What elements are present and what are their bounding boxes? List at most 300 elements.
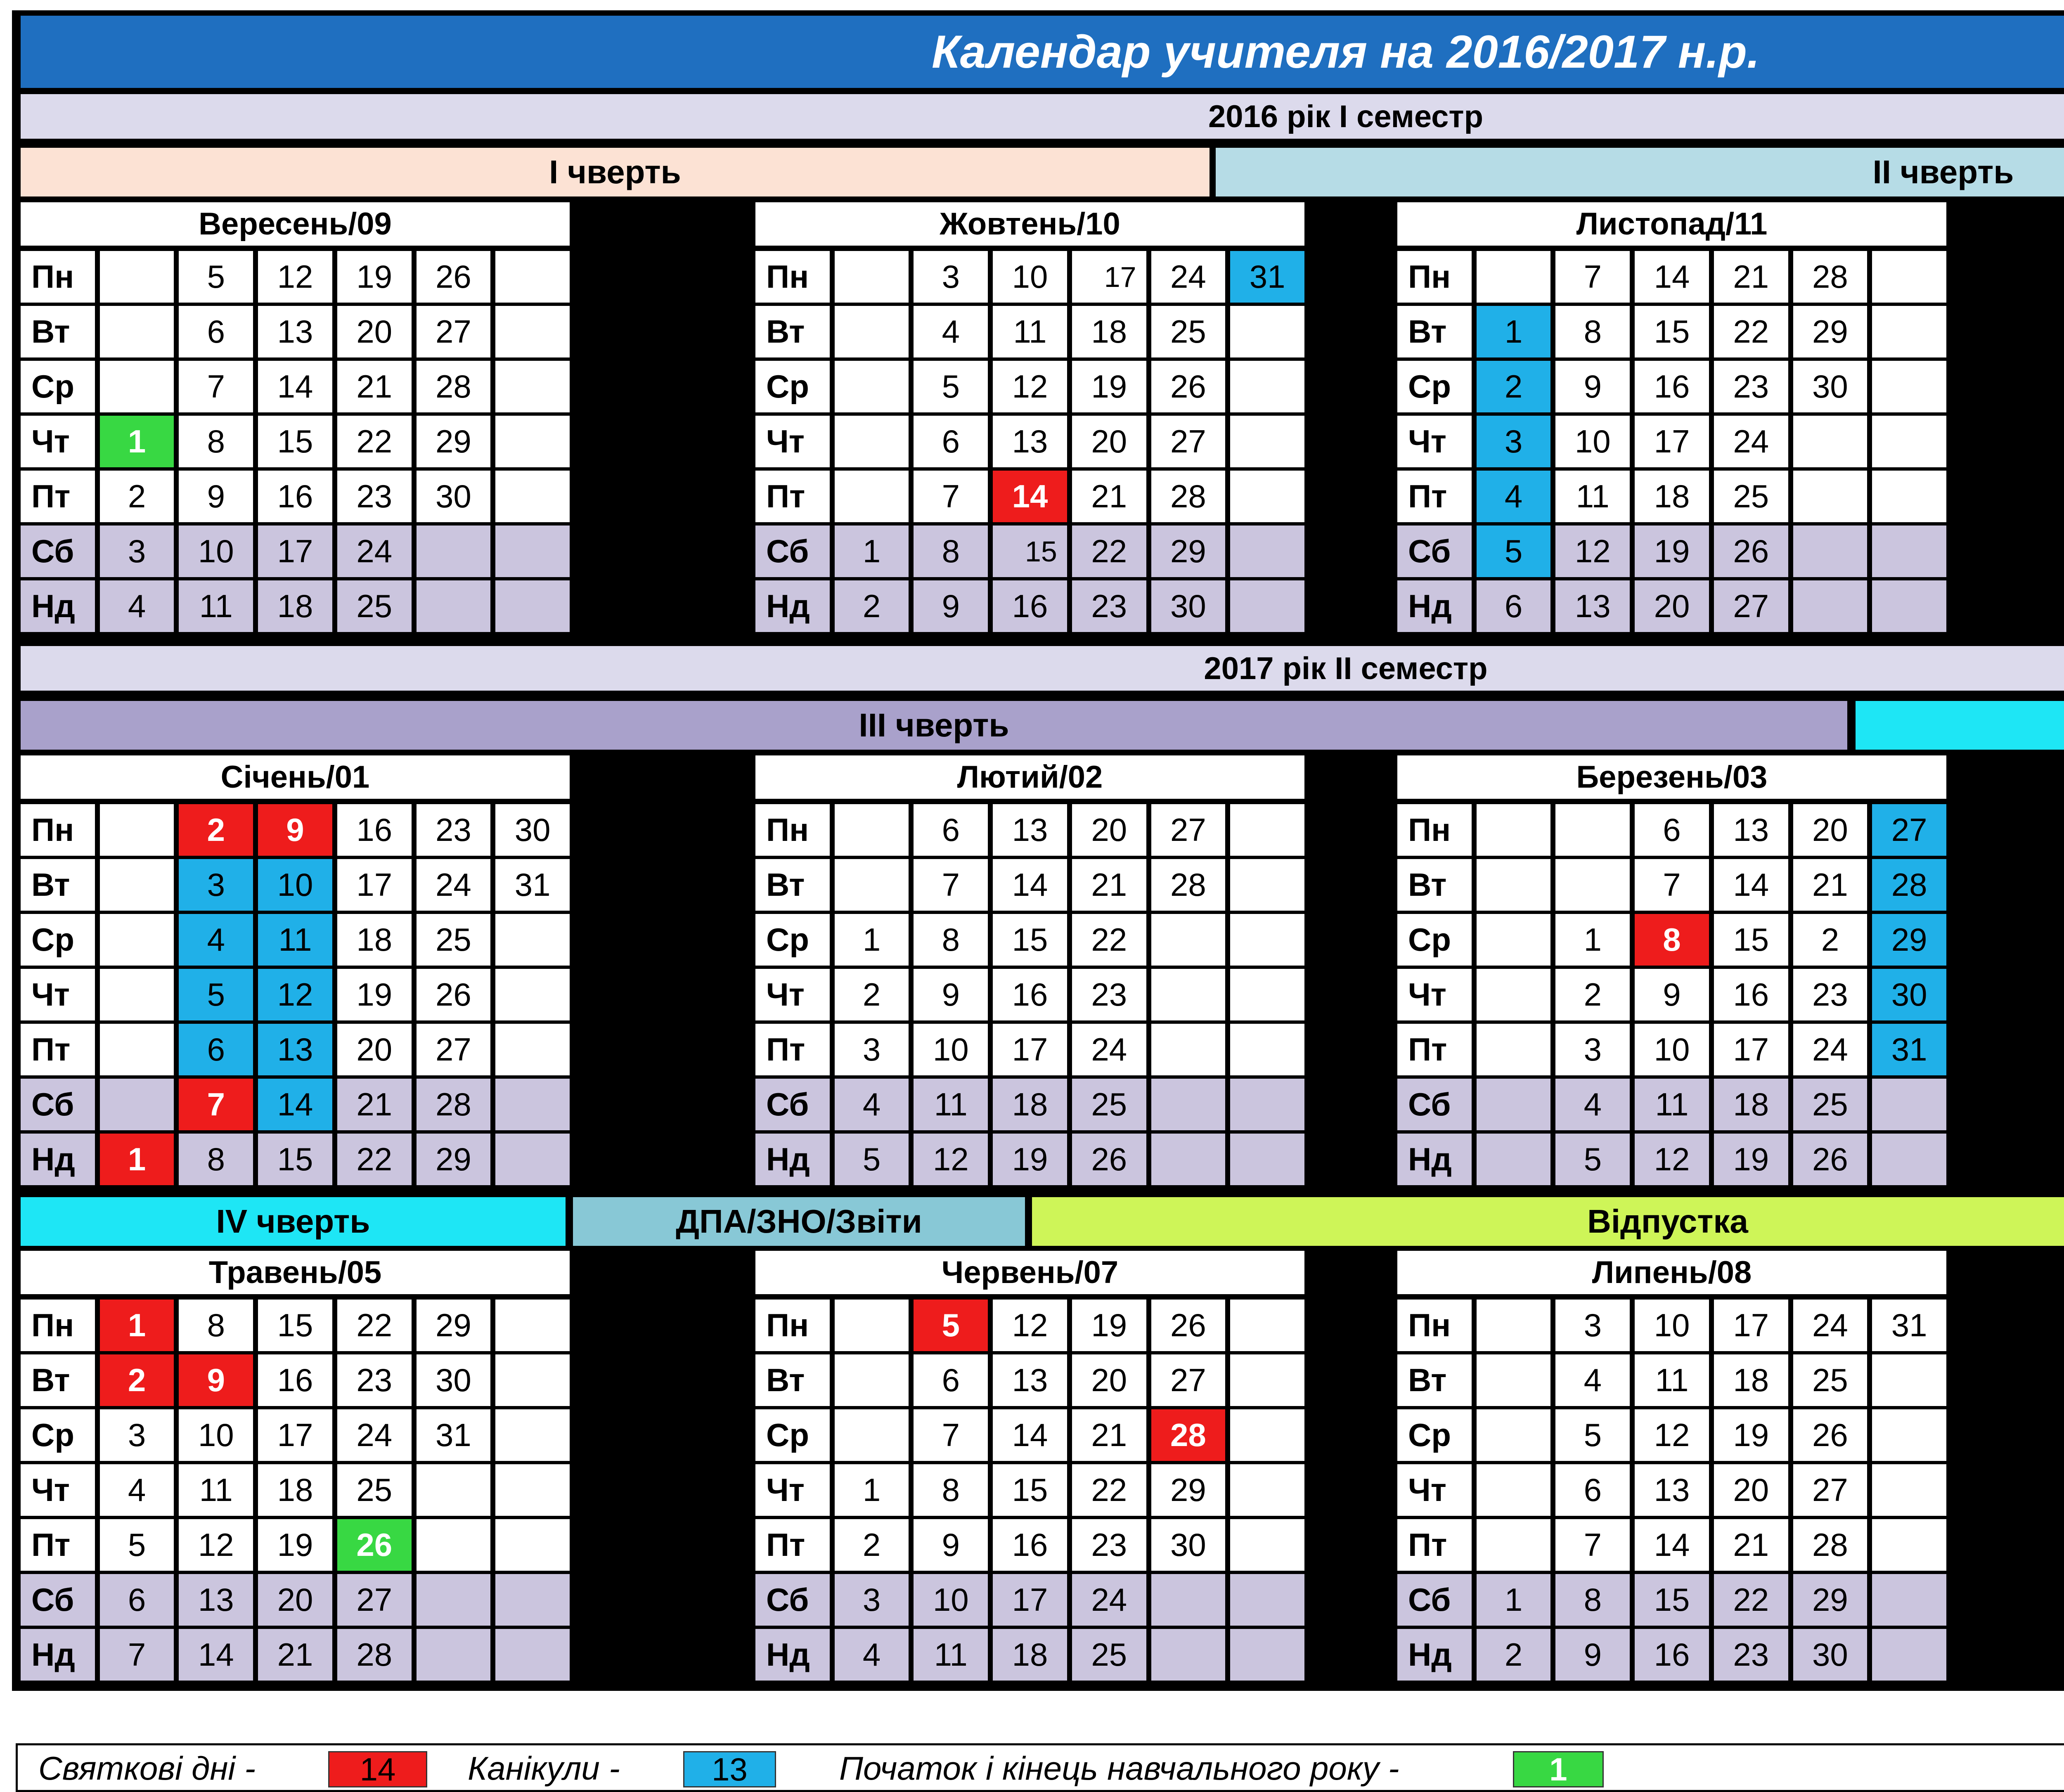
month-grid bbox=[755, 1300, 1304, 1681]
day-cell: 25 bbox=[337, 1464, 412, 1516]
day-cell: 14 bbox=[1635, 1519, 1709, 1571]
day-cell bbox=[495, 416, 570, 467]
vacation-day-cell: 28 bbox=[1872, 859, 1946, 911]
day-cell bbox=[1872, 580, 1946, 632]
legend-start-end-swatch: 1 bbox=[1513, 1751, 1604, 1787]
day-cell: 28 bbox=[417, 1079, 491, 1130]
day-cell: 24 bbox=[417, 859, 491, 911]
day-cell: 27 bbox=[417, 306, 491, 357]
day-cell: 18 bbox=[993, 1629, 1067, 1681]
day-cell: 24 bbox=[1714, 416, 1788, 467]
day-cell bbox=[495, 1134, 570, 1185]
day-cell: 30 bbox=[417, 1354, 491, 1406]
holiday-day-cell: 2 bbox=[100, 1354, 174, 1406]
day-cell: 10 bbox=[1635, 1024, 1709, 1075]
day-cell: 15 bbox=[1635, 1574, 1709, 1626]
month-title: Липень/08 bbox=[1397, 1251, 1946, 1294]
day-cell bbox=[1230, 1629, 1304, 1681]
holiday-day-cell: 5 bbox=[914, 1300, 988, 1351]
day-cell: 30 bbox=[417, 471, 491, 522]
vacation-day-cell: 4 bbox=[1477, 471, 1551, 522]
day-cell: 21 bbox=[1793, 859, 1868, 911]
month-title: Лютий/02 bbox=[755, 755, 1304, 799]
day-cell: 17 bbox=[258, 1409, 332, 1461]
day-cell: 18 bbox=[258, 580, 332, 632]
day-cell: 9 bbox=[1555, 1629, 1630, 1681]
day-cell bbox=[835, 306, 909, 357]
day-cell bbox=[417, 1629, 491, 1681]
month-grid bbox=[755, 804, 1304, 1185]
weekday-label: Чт bbox=[21, 969, 95, 1020]
day-cell: 7 bbox=[914, 471, 988, 522]
day-cell bbox=[1151, 969, 1226, 1020]
day-cell: 16 bbox=[993, 580, 1067, 632]
quarter-4-bar bbox=[1856, 701, 2064, 750]
day-cell: 30 bbox=[1793, 361, 1868, 412]
day-cell: 2 bbox=[1477, 1629, 1551, 1681]
day-cell: 20 bbox=[1635, 580, 1709, 632]
day-cell: 5 bbox=[1555, 1134, 1630, 1185]
day-cell: 28 bbox=[417, 361, 491, 412]
month-title: Березень/03 bbox=[1397, 755, 1946, 799]
day-cell: 28 bbox=[1151, 471, 1226, 522]
day-cell: 9 bbox=[914, 969, 988, 1020]
day-cell: 24 bbox=[337, 526, 412, 577]
month-block bbox=[1397, 755, 1946, 1177]
month-grid bbox=[21, 1300, 570, 1681]
day-cell: 18 bbox=[1072, 306, 1146, 357]
day-cell bbox=[835, 361, 909, 412]
weekday-label: Нд bbox=[1397, 1629, 1472, 1681]
day-cell bbox=[1151, 1079, 1226, 1130]
day-cell: 4 bbox=[100, 1464, 174, 1516]
day-cell: 21 bbox=[258, 1629, 332, 1681]
term-start-end-cell: 1 bbox=[100, 416, 174, 467]
day-cell bbox=[1793, 416, 1868, 467]
day-cell: 13 bbox=[179, 1574, 253, 1626]
weekday-label: Сб bbox=[1397, 1079, 1472, 1130]
day-cell: 25 bbox=[1793, 1079, 1868, 1130]
weekday-label: Сб bbox=[21, 1079, 95, 1130]
month-grid bbox=[1397, 804, 1946, 1185]
day-cell: 27 bbox=[337, 1574, 412, 1626]
day-cell: 19 bbox=[1714, 1134, 1788, 1185]
day-cell: 1 bbox=[835, 914, 909, 966]
day-cell: 16 bbox=[1635, 1629, 1709, 1681]
day-cell bbox=[1230, 1024, 1304, 1075]
day-cell bbox=[1793, 526, 1868, 577]
day-cell: 13 bbox=[993, 804, 1067, 856]
day-cell: 4 bbox=[100, 580, 174, 632]
day-cell: 14 bbox=[993, 1409, 1067, 1461]
day-cell bbox=[1872, 1519, 1946, 1571]
vacation-day-cell: 1 bbox=[1477, 306, 1551, 357]
day-cell bbox=[1230, 914, 1304, 966]
day-cell: 27 bbox=[1151, 416, 1226, 467]
day-cell: 9 bbox=[1635, 969, 1709, 1020]
day-cell: 3 bbox=[1555, 1300, 1630, 1351]
day-cell: 30 bbox=[1151, 580, 1226, 632]
month-grid bbox=[21, 804, 570, 1185]
day-cell bbox=[495, 1574, 570, 1626]
weekday-label: Пн bbox=[21, 251, 95, 303]
day-cell bbox=[1230, 526, 1304, 577]
holiday-day-cell: 2 bbox=[179, 804, 253, 856]
day-cell: 13 bbox=[1555, 580, 1630, 632]
day-cell bbox=[417, 526, 491, 577]
day-cell: 17 bbox=[993, 1574, 1067, 1626]
day-cell: 15 bbox=[1635, 306, 1709, 357]
day-cell: 22 bbox=[337, 1134, 412, 1185]
day-cell: 18 bbox=[993, 1079, 1067, 1130]
weekday-label: Пт bbox=[21, 471, 95, 522]
month-block bbox=[21, 202, 570, 624]
day-cell: 29 bbox=[417, 1134, 491, 1185]
day-cell: 10 bbox=[914, 1024, 988, 1075]
vacation-day-cell: 29 bbox=[1872, 914, 1946, 966]
day-cell: 17 bbox=[993, 1024, 1067, 1075]
day-cell: 24 bbox=[1793, 1300, 1868, 1351]
day-cell: 15 bbox=[258, 1134, 332, 1185]
weekday-label: Сб bbox=[755, 1574, 830, 1626]
day-cell: 4 bbox=[835, 1079, 909, 1130]
day-cell: 3 bbox=[914, 251, 988, 303]
day-cell bbox=[495, 1519, 570, 1571]
weekday-label: Вт bbox=[1397, 1354, 1472, 1406]
day-cell: 24 bbox=[1793, 1024, 1868, 1075]
day-cell: 18 bbox=[337, 914, 412, 966]
day-cell: 25 bbox=[1151, 306, 1226, 357]
vacation-day-cell: 11 bbox=[258, 914, 332, 966]
day-cell: 7 bbox=[1635, 859, 1709, 911]
day-cell bbox=[495, 1629, 570, 1681]
weekday-label: Нд bbox=[21, 580, 95, 632]
weekday-label: Нд bbox=[21, 1134, 95, 1185]
day-cell bbox=[1230, 416, 1304, 467]
day-cell: 7 bbox=[914, 859, 988, 911]
day-cell bbox=[495, 1409, 570, 1461]
weekday-label: Вт bbox=[1397, 859, 1472, 911]
day-cell: 19 bbox=[1072, 1300, 1146, 1351]
day-cell: 26 bbox=[417, 969, 491, 1020]
weekday-label: Нд bbox=[755, 1134, 830, 1185]
day-cell bbox=[1151, 1024, 1226, 1075]
day-cell: 16 bbox=[1635, 361, 1709, 412]
day-cell bbox=[100, 804, 174, 856]
vacation-day-cell: 27 bbox=[1872, 804, 1946, 856]
day-cell: 23 bbox=[337, 471, 412, 522]
day-cell: 24 bbox=[337, 1409, 412, 1461]
day-cell bbox=[1477, 1354, 1551, 1406]
day-cell: 7 bbox=[179, 361, 253, 412]
month-grid bbox=[755, 251, 1304, 632]
day-cell bbox=[1151, 1574, 1226, 1626]
day-cell: 31 bbox=[495, 859, 570, 911]
weekday-label: Вт bbox=[21, 306, 95, 357]
weekday-label: Чт bbox=[21, 416, 95, 467]
day-cell: 10 bbox=[993, 251, 1067, 303]
month-title: Січень/01 bbox=[21, 755, 570, 799]
day-cell: 2 bbox=[835, 969, 909, 1020]
day-cell: 15 bbox=[993, 1464, 1067, 1516]
day-cell: 8 bbox=[1555, 1574, 1630, 1626]
weekday-label: Нд bbox=[1397, 580, 1472, 632]
day-cell: 22 bbox=[337, 1300, 412, 1351]
day-cell: 26 bbox=[417, 251, 491, 303]
day-cell: 26 bbox=[1151, 1300, 1226, 1351]
day-cell: 14 bbox=[258, 361, 332, 412]
day-cell bbox=[1872, 1409, 1946, 1461]
day-cell: 20 bbox=[1072, 416, 1146, 467]
weekday-label: Пн bbox=[1397, 804, 1472, 856]
vacation-day-cell: 10 bbox=[258, 859, 332, 911]
day-cell bbox=[1793, 471, 1868, 522]
day-cell bbox=[1477, 804, 1551, 856]
day-cell: 2 bbox=[835, 1519, 909, 1571]
day-cell bbox=[1230, 361, 1304, 412]
day-cell: 30 bbox=[1793, 1629, 1868, 1681]
holiday-day-cell: 9 bbox=[179, 1354, 253, 1406]
vacation-day-cell: 30 bbox=[1872, 969, 1946, 1020]
day-cell: 21 bbox=[337, 361, 412, 412]
day-cell: 11 bbox=[993, 306, 1067, 357]
day-cell: 16 bbox=[258, 1354, 332, 1406]
legend-start-end-label: Початок і кінець навчального року - bbox=[839, 1750, 1399, 1787]
day-cell: 6 bbox=[1477, 580, 1551, 632]
holiday-day-cell: 9 bbox=[258, 804, 332, 856]
day-cell bbox=[1477, 969, 1551, 1020]
day-cell bbox=[495, 526, 570, 577]
day-cell bbox=[100, 969, 174, 1020]
day-cell: 29 bbox=[417, 1300, 491, 1351]
day-cell: 29 bbox=[1793, 306, 1868, 357]
legend bbox=[16, 1743, 2064, 1792]
month-title: Жовтень/10 bbox=[755, 202, 1304, 246]
day-cell: 4 bbox=[914, 306, 988, 357]
day-cell bbox=[1230, 1519, 1304, 1571]
year-2016-bar: 2016 рік І семестр bbox=[21, 94, 2064, 139]
day-cell bbox=[495, 361, 570, 412]
day-cell: 2 bbox=[100, 471, 174, 522]
day-cell: 31 bbox=[1872, 1300, 1946, 1351]
day-cell: 11 bbox=[1635, 1079, 1709, 1130]
day-cell: 5 bbox=[835, 1134, 909, 1185]
holiday-day-cell: 14 bbox=[993, 471, 1067, 522]
day-cell: 19 bbox=[1635, 526, 1709, 577]
month-block bbox=[755, 202, 1304, 624]
day-cell: 12 bbox=[1555, 526, 1630, 577]
day-cell: 28 bbox=[1793, 1519, 1868, 1571]
day-cell bbox=[495, 580, 570, 632]
day-cell: 26 bbox=[1793, 1134, 1868, 1185]
day-cell: 8 bbox=[1555, 306, 1630, 357]
day-cell: 16 bbox=[1714, 969, 1788, 1020]
day-cell bbox=[1872, 1574, 1946, 1626]
legend-vacation-label: Канікули - bbox=[468, 1750, 620, 1787]
weekday-label: Пн bbox=[21, 1300, 95, 1351]
day-cell: 3 bbox=[1555, 1024, 1630, 1075]
day-cell: 26 bbox=[1151, 361, 1226, 412]
day-cell: 1 bbox=[835, 1464, 909, 1516]
day-cell: 12 bbox=[179, 1519, 253, 1571]
day-cell bbox=[1230, 1134, 1304, 1185]
day-cell: 2 bbox=[1555, 969, 1630, 1020]
month-block bbox=[1397, 1251, 1946, 1673]
day-cell: 1 bbox=[1477, 1574, 1551, 1626]
day-cell: 3 bbox=[100, 1409, 174, 1461]
day-cell: 23 bbox=[1793, 969, 1868, 1020]
day-cell bbox=[495, 306, 570, 357]
day-cell: 10 bbox=[914, 1574, 988, 1626]
day-cell: 1 bbox=[835, 526, 909, 577]
day-cell: 27 bbox=[1151, 1354, 1226, 1406]
day-cell: 29 bbox=[1151, 526, 1226, 577]
day-cell: 20 bbox=[258, 1574, 332, 1626]
holiday-day-cell: 1 bbox=[100, 1300, 174, 1351]
day-cell: 21 bbox=[1714, 1519, 1788, 1571]
day-cell: 21 bbox=[1072, 859, 1146, 911]
vacation-day-cell: 2 bbox=[1477, 361, 1551, 412]
legend-holiday-label: Святкові дні - bbox=[38, 1750, 256, 1787]
day-cell: 22 bbox=[1072, 526, 1146, 577]
day-cell: 29 bbox=[417, 416, 491, 467]
month-grid bbox=[1397, 1300, 1946, 1681]
day-cell: 22 bbox=[1714, 306, 1788, 357]
day-cell: 6 bbox=[100, 1574, 174, 1626]
vacation-day-cell: 3 bbox=[1477, 416, 1551, 467]
day-cell: 13 bbox=[1714, 804, 1788, 856]
day-cell bbox=[100, 859, 174, 911]
weekday-label: Вт bbox=[755, 1354, 830, 1406]
day-cell: 17 bbox=[258, 526, 332, 577]
weekday-label: Вт bbox=[1397, 306, 1472, 357]
day-cell: 4 bbox=[835, 1629, 909, 1681]
day-cell: 10 bbox=[179, 526, 253, 577]
weekday-label: Пт bbox=[755, 471, 830, 522]
day-cell bbox=[1555, 804, 1630, 856]
weekday-label: Сб bbox=[1397, 526, 1472, 577]
day-cell: 12 bbox=[1635, 1409, 1709, 1461]
day-cell bbox=[835, 1409, 909, 1461]
dpa-zno-reports-bar: ДПА/ЗНО/Звіти bbox=[573, 1197, 1025, 1246]
weekday-label: Сб bbox=[1397, 1574, 1472, 1626]
day-cell: 16 bbox=[258, 471, 332, 522]
weekday-label: Ср bbox=[755, 914, 830, 966]
month-title: Травень/05 bbox=[21, 1251, 570, 1294]
day-cell bbox=[495, 969, 570, 1020]
legend-vacation-swatch: 13 bbox=[683, 1751, 776, 1787]
weekday-label: Пт bbox=[21, 1024, 95, 1075]
day-cell: 28 bbox=[1793, 251, 1868, 303]
day-cell bbox=[1230, 1300, 1304, 1351]
day-cell: 24 bbox=[1151, 251, 1226, 303]
day-cell bbox=[1230, 306, 1304, 357]
day-cell: 25 bbox=[1714, 471, 1788, 522]
vacation-day-cell: 3 bbox=[179, 859, 253, 911]
day-cell: 12 bbox=[1635, 1134, 1709, 1185]
vacation-day-cell: 13 bbox=[258, 1024, 332, 1075]
weekday-label: Нд bbox=[21, 1629, 95, 1681]
year-2017-bar: 2017 рік ІІ семестр bbox=[21, 646, 2064, 691]
holiday-day-cell: 7 bbox=[179, 1079, 253, 1130]
day-cell: 12 bbox=[258, 251, 332, 303]
day-cell bbox=[495, 1079, 570, 1130]
day-cell: 31 bbox=[417, 1409, 491, 1461]
day-cell bbox=[1477, 1300, 1551, 1351]
day-cell bbox=[1872, 1629, 1946, 1681]
weekday-label: Чт bbox=[755, 969, 830, 1020]
day-cell: 8 bbox=[179, 1134, 253, 1185]
weekday-label: Чт bbox=[1397, 969, 1472, 1020]
day-cell bbox=[1230, 969, 1304, 1020]
day-cell bbox=[835, 1300, 909, 1351]
day-cell: 6 bbox=[1555, 1464, 1630, 1516]
vacation-day-cell: 14 bbox=[258, 1079, 332, 1130]
day-cell bbox=[1151, 1629, 1226, 1681]
day-cell: 15 bbox=[993, 914, 1067, 966]
weekday-label: Чт bbox=[1397, 416, 1472, 467]
month-block bbox=[755, 755, 1304, 1177]
weekday-label: Ср bbox=[755, 1409, 830, 1461]
vacation-day-cell: 31 bbox=[1230, 251, 1304, 303]
day-cell bbox=[1230, 859, 1304, 911]
day-cell: 30 bbox=[495, 804, 570, 856]
holiday-day-cell: 1 bbox=[100, 1134, 174, 1185]
day-cell: 4 bbox=[1555, 1354, 1630, 1406]
quarter-2-bar: ІІ чверть bbox=[1216, 148, 2064, 196]
weekday-label: Пн bbox=[1397, 1300, 1472, 1351]
day-cell: 15 bbox=[258, 1300, 332, 1351]
day-cell: 22 bbox=[1714, 1574, 1788, 1626]
day-cell: 20 bbox=[1072, 804, 1146, 856]
day-cell bbox=[1151, 1134, 1226, 1185]
day-cell: 21 bbox=[1072, 471, 1146, 522]
day-cell: 21 bbox=[1714, 251, 1788, 303]
day-cell: 18 bbox=[1635, 471, 1709, 522]
day-cell: 24 bbox=[1072, 1024, 1146, 1075]
day-cell bbox=[1872, 251, 1946, 303]
day-cell: 23 bbox=[337, 1354, 412, 1406]
day-cell bbox=[1230, 471, 1304, 522]
day-cell bbox=[1872, 471, 1946, 522]
month-grid bbox=[1397, 251, 1946, 632]
term-start-end-cell: 26 bbox=[337, 1519, 412, 1571]
day-cell: 3 bbox=[835, 1024, 909, 1075]
weekday-label: Пн bbox=[755, 804, 830, 856]
day-cell: 7 bbox=[914, 1409, 988, 1461]
weekday-label: Пн bbox=[755, 251, 830, 303]
day-cell bbox=[1872, 361, 1946, 412]
day-cell bbox=[100, 914, 174, 966]
day-cell bbox=[417, 1574, 491, 1626]
day-cell: 13 bbox=[993, 416, 1067, 467]
day-cell: 5 bbox=[914, 361, 988, 412]
day-cell bbox=[1555, 859, 1630, 911]
day-cell: 10 bbox=[1555, 416, 1630, 467]
weekday-label: Ср bbox=[21, 914, 95, 966]
day-cell: 7 bbox=[100, 1629, 174, 1681]
day-cell bbox=[1477, 1134, 1551, 1185]
weekday-label: Пт bbox=[1397, 1024, 1472, 1075]
day-cell: 30 bbox=[1151, 1519, 1226, 1571]
weekday-label: Пн bbox=[1397, 251, 1472, 303]
day-cell bbox=[1872, 1134, 1946, 1185]
day-cell bbox=[1230, 580, 1304, 632]
day-cell bbox=[1872, 526, 1946, 577]
day-cell bbox=[1872, 1464, 1946, 1516]
day-cell bbox=[1230, 1409, 1304, 1461]
vacation-day-cell: 6 bbox=[179, 1024, 253, 1075]
